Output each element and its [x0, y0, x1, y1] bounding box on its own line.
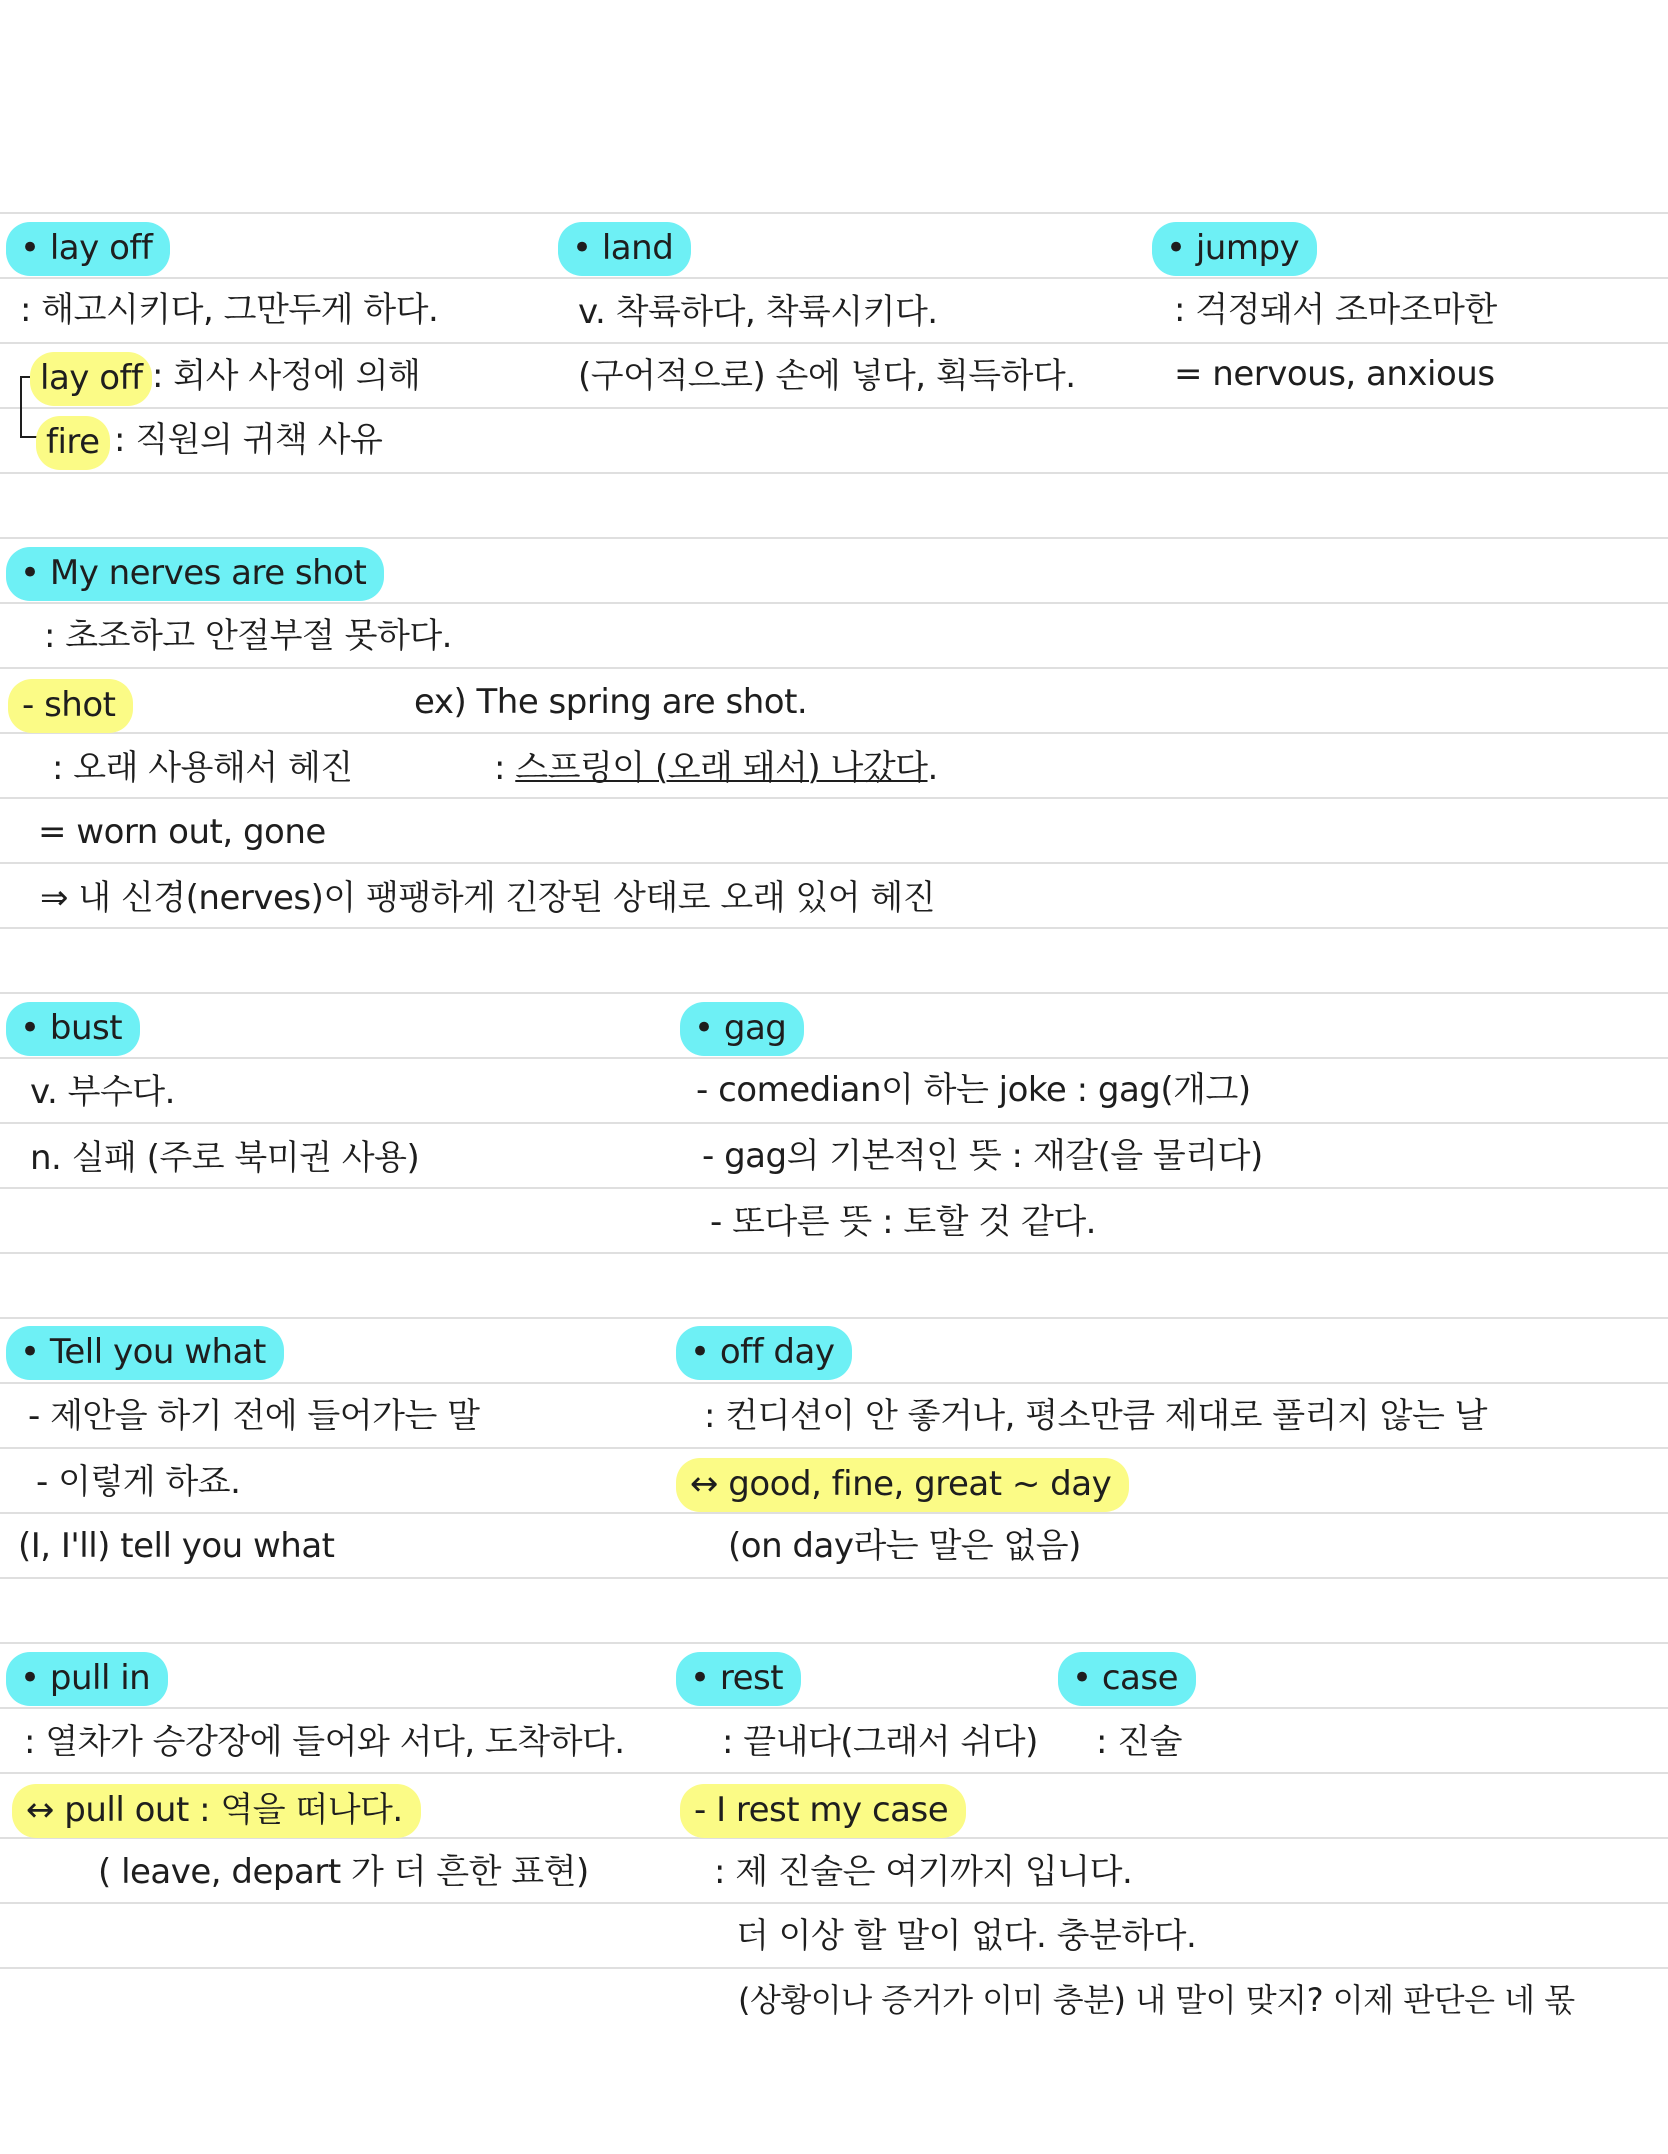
pull-in-definition: : 열차가 승강장에 들어와 서다, 도착하다. [24, 1722, 625, 1762]
term-pull-in-heading: • pull in [6, 1652, 168, 1706]
rule-line [0, 797, 1668, 799]
shot-label: - shot [8, 679, 133, 733]
land-definition-1: v. 착륙하다, 착륙시키다. [578, 292, 938, 332]
term-off-day-heading: • off day [676, 1326, 852, 1380]
rule-line [0, 472, 1668, 474]
rest-line-2: 더 이상 할 말이 없다. 충분하다. [736, 1916, 1197, 1956]
nerves-definition: : 초조하고 안절부절 못하다. [44, 616, 452, 656]
lay-off-definition: : 해고시키다, 그만두게 하다. [20, 290, 439, 330]
rule-line [0, 1642, 1668, 1644]
case-definition: : 진술 [1096, 1722, 1182, 1762]
lay-off-compare-desc: : 회사 사정에 의해 [152, 356, 421, 396]
term-gag-heading: • gag [680, 1002, 804, 1056]
rule-line [0, 407, 1668, 409]
tell-you-what-line-2: - 이렇게 하죠. [36, 1462, 241, 1502]
off-day-antonym: ↔ good, fine, great ~ day [676, 1458, 1129, 1512]
bust-definition-2: n. 실패 (주로 북미권 사용) [30, 1138, 420, 1178]
tell-you-what-line-3: (I, I'll) tell you what [18, 1526, 335, 1566]
rule-line [0, 277, 1668, 279]
tell-you-what-line-1: - 제안을 하기 전에 들어가는 말 [28, 1396, 480, 1436]
rest-line-1: : 제 진술은 여기까지 입니다. [714, 1852, 1133, 1892]
rule-line [0, 1577, 1668, 1579]
term-my-nerves-are-shot-heading: • My nerves are shot [6, 547, 384, 601]
jumpy-definition: : 걱정돼서 조마조마한 [1174, 290, 1497, 330]
rule-line [0, 602, 1668, 604]
rest-phrase: - I rest my case [680, 1784, 966, 1838]
off-day-definition: : 컨디션이 안 좋거나, 평소만큼 제대로 풀리지 않는 날 [704, 1396, 1487, 1436]
rule-line [0, 1317, 1668, 1319]
fire-compare-term: fire [36, 416, 110, 470]
land-definition-2: (구어적으로) 손에 넣다, 획득하다. [578, 356, 1076, 396]
rule-line [0, 1707, 1668, 1709]
rule-line [0, 927, 1668, 929]
rule-line [0, 1122, 1668, 1124]
term-bust-heading: • bust [6, 1002, 140, 1056]
rule-line [0, 862, 1668, 864]
rest-line-3: (상황이나 증거가 이미 충분) 내 말이 맞지? 이제 판단은 네 몫 [738, 1981, 1575, 2019]
rest-definition: : 끝내다(그래서 쉬다) [722, 1722, 1038, 1762]
rule-line [0, 212, 1668, 214]
fire-compare-desc: : 직원의 귀책 사유 [114, 420, 383, 460]
rule-line [0, 1447, 1668, 1449]
rule-line [0, 537, 1668, 539]
term-land-heading: • land [558, 222, 691, 276]
rule-line [0, 1057, 1668, 1059]
nerves-conclusion: ⇒ 내 신경(nerves)이 팽팽하게 긴장된 상태로 오래 있어 헤진 [40, 878, 936, 918]
term-tell-you-what-heading: • Tell you what [6, 1326, 284, 1380]
rule-line [0, 667, 1668, 669]
lay-off-compare-term: lay off [30, 352, 152, 406]
rule-line [0, 732, 1668, 734]
jumpy-synonyms: = nervous, anxious [1174, 354, 1495, 394]
rule-line [0, 1252, 1668, 1254]
rule-line [0, 1187, 1668, 1189]
off-day-note: (on day라는 말은 없음) [728, 1526, 1081, 1566]
rule-line [0, 1382, 1668, 1384]
pull-in-note: ( leave, depart 가 더 흔한 표현) [98, 1852, 589, 1892]
bust-definition-1: v. 부수다. [30, 1072, 175, 1112]
rule-line [0, 1772, 1668, 1774]
shot-definition: : 오래 사용해서 헤진 [52, 748, 353, 788]
example-sentence: ex) The spring are shot. [414, 682, 808, 722]
term-lay-off-heading: • lay off [6, 222, 170, 276]
pull-in-antonym: ↔ pull out : 역을 떠나다. [12, 1784, 421, 1838]
term-case-heading: • case [1058, 1652, 1196, 1706]
gag-line-1: - comedian이 하는 joke : gag(개그) [696, 1070, 1251, 1110]
rule-line [0, 992, 1668, 994]
term-rest-heading: • rest [676, 1652, 801, 1706]
rule-line [0, 1967, 1668, 1969]
shot-synonyms: = worn out, gone [38, 812, 326, 852]
rule-line [0, 342, 1668, 344]
gag-line-2: - gag의 기본적인 뜻 : 재갈(을 물리다) [702, 1136, 1263, 1176]
rule-line [0, 1512, 1668, 1514]
term-jumpy-heading: • jumpy [1152, 222, 1317, 276]
gag-line-3: - 또다른 뜻 : 토할 것 같다. [710, 1202, 1096, 1242]
rule-line [0, 1902, 1668, 1904]
example-translation: : 스프링이 (오래 돼서) 나갔다. [494, 748, 938, 788]
